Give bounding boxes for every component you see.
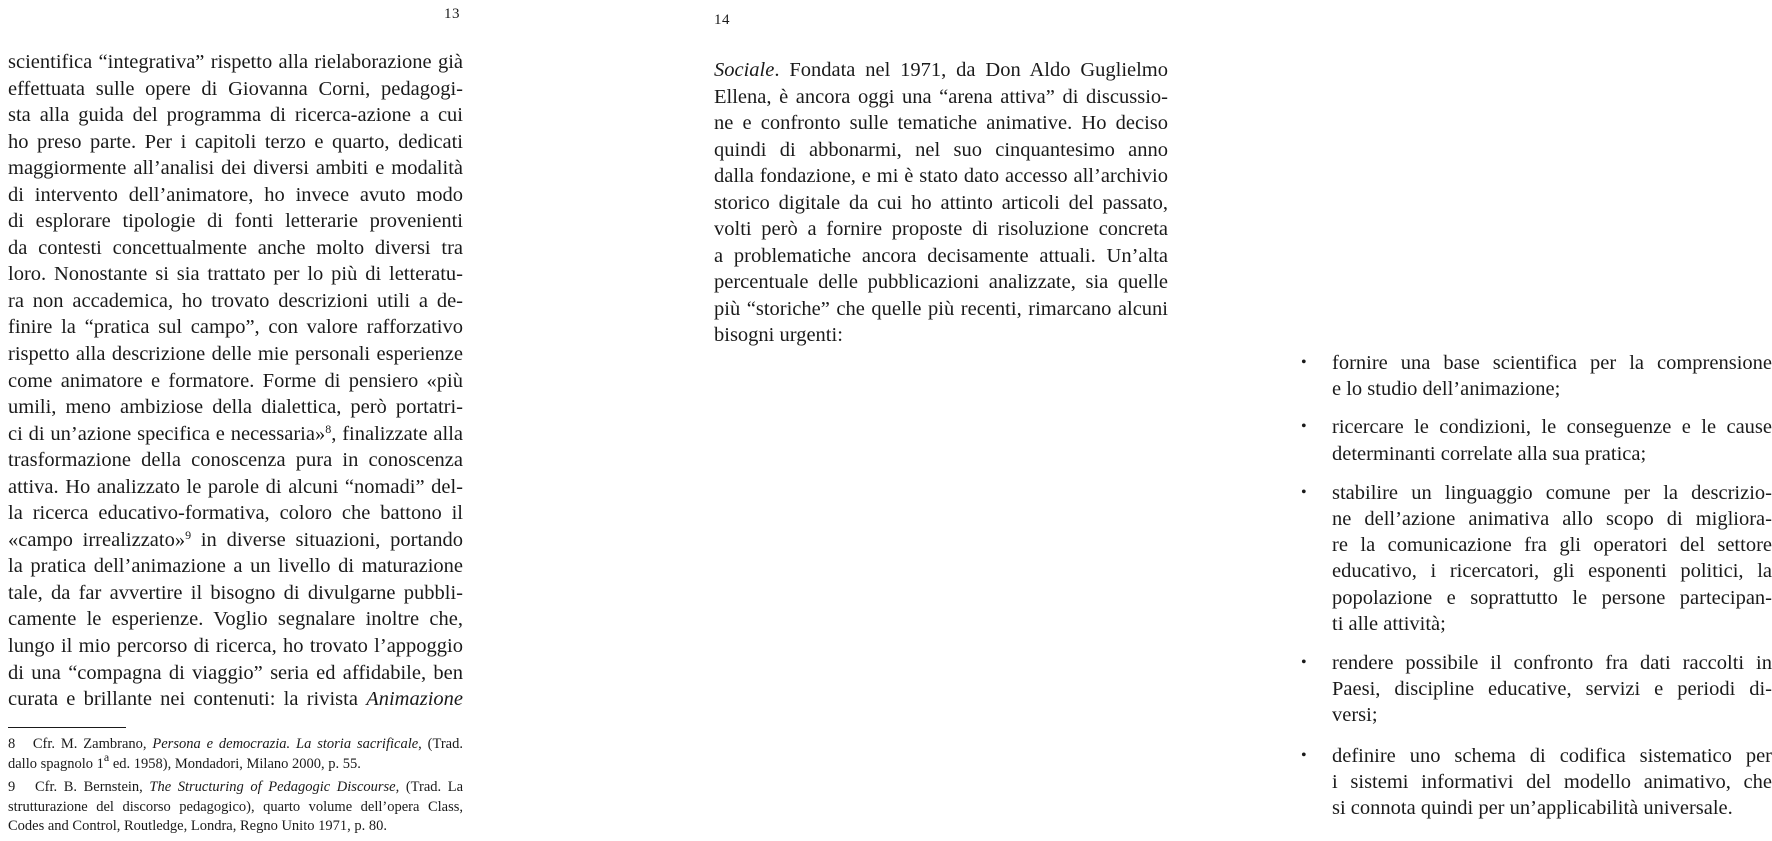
list-item-line: fornire una base scientifica per la comprensione xyxy=(1332,352,1772,374)
text-line: finire la “pratica sul campo”, con valore rafforzativo xyxy=(8,316,463,339)
text-segment: «campo irrealizzato» xyxy=(8,528,186,551)
left-body-text xyxy=(8,49,463,713)
text-line: ra non accademica, ho trovato descrizioni utili a de- xyxy=(8,289,463,312)
list-item-line: Paesi, discipline educative, servizi e periodi di- xyxy=(1332,678,1772,701)
footnote-line xyxy=(8,749,463,775)
footnote-text: , (Trad. xyxy=(418,736,463,752)
text-line: lungo il mio percorso di ricerca, ho trovato l’appoggio xyxy=(8,635,463,658)
text-line xyxy=(8,421,463,448)
list-item-line: determinanti correlate alla sua pratica; xyxy=(1332,442,1647,465)
right-page xyxy=(600,0,1772,840)
bullet-dot-icon: • xyxy=(1301,418,1307,436)
footnote-line xyxy=(8,735,463,755)
text-line: Ellena, è ancora oggi una “arena attiva” di discussio- xyxy=(714,85,1168,108)
text-line: camente le esperienze. Voglio segnalare inoltre che, xyxy=(8,608,463,631)
footnote-9 xyxy=(8,778,463,837)
text-line: maggiormente all’analisi dei diversi ambiti e modalità xyxy=(8,157,463,180)
bullet-dot-icon: • xyxy=(1301,354,1307,371)
list-item-line: definire uno schema di codifica sistematico per xyxy=(1332,744,1772,767)
text-line: di una “compagna di viaggio” seria ed affidabile, ben xyxy=(8,661,463,684)
journal-title: Animazione xyxy=(366,688,463,711)
list-item-line: si connota quindi per un’applicabilità universale. xyxy=(1332,797,1733,820)
list-item xyxy=(1301,414,1772,466)
footnote-divider xyxy=(8,727,126,728)
journal-title: Sociale xyxy=(714,59,775,81)
text-segment: curata e brillante nei contenuti: la rivista xyxy=(8,688,358,711)
list-item xyxy=(1301,743,1772,822)
text-line: più “storiche” che quelle più recenti, rimarcano alcuni xyxy=(714,297,1168,320)
text-line: effettuata sulle opere di Giovanna Corni, pedagogi- xyxy=(8,77,463,100)
text-line: loro. Nonostante si sia trattato per lo più di letteratu- xyxy=(8,263,463,286)
text-segment: ci di un’azione specifica e necessaria» xyxy=(8,422,326,445)
text-segment: in diverse situazioni, portando xyxy=(191,528,463,551)
needs-list xyxy=(1301,350,1772,821)
footnotes xyxy=(8,735,463,841)
list-item-line: ti alle attività; xyxy=(1332,612,1446,635)
text-line: rispetto alla descrizione delle mie personali esperienze xyxy=(8,343,463,366)
footnote-ref-8[interactable]: 8 xyxy=(325,421,332,436)
footnote-text: Cfr. B. Bernstein, xyxy=(35,779,150,795)
footnote-number: 9 xyxy=(8,779,16,795)
list-item-line: ne dell’azione animativa allo scopo di migliora- xyxy=(1332,508,1772,531)
page-number-right: 14 xyxy=(714,12,730,28)
footnote-line: Codes and Control, Routledge, Londra, Regno Unito 1971, p. 80. xyxy=(8,818,387,834)
list-item-line: e lo studio dell’animazione; xyxy=(1332,378,1561,401)
text-line: come animatore e formatore. Forme di pensiero «più xyxy=(8,369,463,392)
text-line: quindi di abbonarmi, nel suo cinquantesimo anno xyxy=(714,138,1168,161)
list-item-line: i sistemi informativi del modello animativo, che xyxy=(1332,770,1772,793)
text-line: bisogni urgenti: xyxy=(714,324,843,347)
footnote-8 xyxy=(8,735,463,774)
text-segment: . Fondata nel 1971, da Don Aldo Guglielmo xyxy=(774,59,1168,81)
footnote-title: Persona e democrazia. La storia sacrificale xyxy=(152,736,419,752)
text-line: volti però a fornire proposte di risoluzione concreta xyxy=(714,218,1168,241)
right-body-text xyxy=(714,57,1168,349)
text-line: di esplorare tipologie di fonti letterarie provenienti xyxy=(8,210,463,233)
text-line: dalla fondazione, e mi è stato dato accesso all’archivio xyxy=(714,165,1168,188)
text-line xyxy=(8,686,463,713)
text-line: attiva. Ho analizzato le parole di alcuni “nomadi” del- xyxy=(8,475,463,498)
text-line: scientifica “integrativa” rispetto alla rielaborazione già xyxy=(8,51,463,73)
list-item-line: stabilire un linguaggio comune per la descrizio- xyxy=(1332,481,1772,504)
footnote-title: The Structuring of Pedagogic Discourse, xyxy=(149,779,400,795)
footnote-number: 8 xyxy=(8,736,16,752)
footnote-line xyxy=(8,778,463,798)
text-line: di intervento dell’animatore, ho invece avuto modo xyxy=(8,183,463,206)
list-item xyxy=(1301,350,1772,402)
list-item-line: popolazione e soprattutto le persone partecipan- xyxy=(1332,586,1772,609)
list-item-line: rendere possibile il confronto fra dati raccolti in xyxy=(1332,652,1772,675)
footnote-line: strutturazione del discorso pedagogico), quarto volume dell’opera Class, xyxy=(8,798,463,815)
text-line: la ricerca educativo-formativa, coloro che battono il xyxy=(8,502,463,525)
bullet-dot-icon: • xyxy=(1301,654,1307,672)
text-segment: , finalizzate alla xyxy=(331,422,463,445)
text-line: tale, da far avvertire il bisogno di divulgarne pubbli- xyxy=(8,581,463,604)
text-line: a problematiche ancora decisamente attuali. Un’alta xyxy=(714,244,1168,267)
text-line xyxy=(714,57,1168,84)
footnote-ref-9[interactable]: 9 xyxy=(185,527,192,542)
left-page xyxy=(0,0,600,840)
footnote-text: dallo spagnolo 1 xyxy=(8,755,104,772)
text-line: sta alla guida del programma di ricerca-azione a cui xyxy=(8,104,463,127)
text-line: percentuale delle pubblicazioni analizzate, sia quelle xyxy=(714,271,1168,294)
text-line: ho preso parte. Per i capitoli terzo e quarto, dedicati xyxy=(8,130,463,153)
footnote-text: Cfr. M. Zambrano, xyxy=(32,736,153,752)
footnote-text: (Trad. La xyxy=(399,779,464,795)
list-item xyxy=(1301,480,1772,637)
text-line: storico digitale da cui ho attinto articoli del passato, xyxy=(714,191,1168,214)
bullet-dot-icon: • xyxy=(1301,746,1307,764)
text-line xyxy=(8,527,463,554)
text-line: umili, meno ambiziose della dialettica, però portatri- xyxy=(8,396,463,419)
list-item xyxy=(1301,650,1772,729)
list-item-line: ricercare le condizioni, le conseguenze e le cause xyxy=(1332,416,1772,439)
ordinal-superscript: a xyxy=(103,749,110,764)
text-line: trasformazione della conoscenza pura in conoscenza xyxy=(8,449,463,472)
footnote-text: ed. 1958), Mondadori, Milano 2000, p. 55. xyxy=(109,755,361,772)
bullet-dot-icon: • xyxy=(1301,483,1307,501)
page-number-left: 13 xyxy=(444,6,460,22)
list-item-line: versi; xyxy=(1332,704,1378,727)
text-line: la pratica dell’animazione a un livello di maturazione xyxy=(8,555,463,578)
list-item-line: re la comunicazione fra gli operatori del settore xyxy=(1332,534,1772,557)
list-item-line: educativo, i ricercatori, gli esponenti politici, la xyxy=(1332,560,1772,583)
text-line: ne e confronto sulle tematiche animative. Ho deciso xyxy=(714,112,1168,135)
text-line: da contesti concettualmente anche molto diversi tra xyxy=(8,236,463,259)
